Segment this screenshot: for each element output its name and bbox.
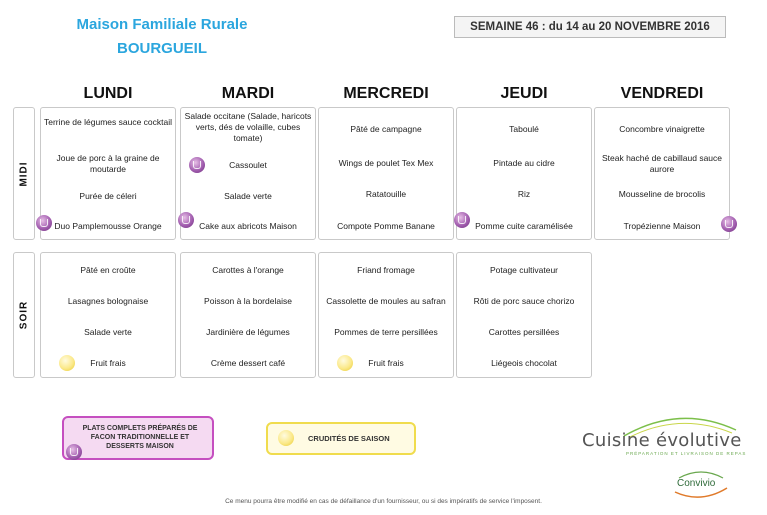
homemade-icon bbox=[189, 157, 205, 173]
legend-homemade bbox=[62, 416, 214, 460]
soir-cell-mardi bbox=[180, 252, 316, 378]
menu-item: Pomme cuite caramélisée bbox=[475, 221, 573, 231]
menu-item: Salade verte bbox=[84, 327, 132, 337]
menu-item: Duo Pamplemousse Orange bbox=[54, 221, 162, 231]
menu-item: Tropézienne Maison bbox=[623, 221, 701, 231]
menu-item: Fruit frais bbox=[90, 358, 126, 368]
soir-label: SOIR bbox=[18, 300, 30, 330]
menu-item: Potage cultivateur bbox=[489, 265, 559, 275]
menu-item: Poisson à la bordelaise bbox=[204, 296, 292, 306]
legend-crudites-text: CRUDITÉS DE SAISON bbox=[308, 434, 390, 443]
day-header-jeudi: JEUDI bbox=[500, 85, 548, 102]
midi-cell-vendredi bbox=[594, 107, 730, 240]
menu-item: Cassoulet bbox=[229, 160, 267, 170]
day-header-lundi: LUNDI bbox=[83, 85, 133, 102]
menu-item: Pâté en croûte bbox=[80, 265, 136, 275]
midi-cell-lundi bbox=[40, 107, 176, 240]
convivio-logo bbox=[671, 470, 731, 500]
menu-item: Concombre vinaigrette bbox=[619, 124, 705, 134]
menu-item: Cassolette de moules au safran bbox=[326, 296, 446, 306]
midi-label-box bbox=[13, 107, 35, 240]
menu-item: Jardinière de légumes bbox=[206, 327, 290, 337]
menu-item: Pommes de terre persillées bbox=[334, 327, 438, 337]
menu-item: Riz bbox=[517, 189, 531, 199]
cuisine-evolutive-logo: Cuisine évolutive bbox=[582, 430, 742, 451]
day-header-mercredi: MERCREDI bbox=[343, 85, 429, 102]
day-header-mardi: MARDI bbox=[221, 85, 275, 102]
midi-cell-mercredi bbox=[318, 107, 454, 240]
homemade-icon bbox=[721, 216, 737, 232]
menu-item: Purée de céleri bbox=[79, 191, 137, 201]
soir-cell-jeudi bbox=[456, 252, 592, 378]
legend-homemade-text: PLATS COMPLETS PRÉPARÉS DE FACON TRADITIONNELLE ET DESSERTS MAISON bbox=[82, 425, 198, 450]
footer-disclaimer: Ce menu pourra être modifié en cas de défaillance d'un fournisseur, ou si des impératifs de service l'imposent. bbox=[225, 498, 542, 505]
midi-cell-mardi bbox=[180, 107, 316, 240]
homemade-icon bbox=[36, 215, 52, 231]
menu-item: Liégeois chocolat bbox=[491, 358, 557, 368]
homemade-icon bbox=[178, 212, 194, 228]
menu-item: Rôti de porc sauce chorizo bbox=[473, 296, 575, 306]
week-label: SEMAINE 46 : du 14 au 20 NOVEMBRE 2016 bbox=[454, 16, 726, 38]
menu-item: Ratatouille bbox=[365, 189, 407, 199]
menu-item: Joue de porc à la graine de moutarde bbox=[56, 153, 160, 174]
crudites-icon bbox=[278, 430, 294, 446]
soir-cell-mercredi bbox=[318, 252, 454, 378]
legend-crudites bbox=[266, 422, 416, 455]
menu-item: Carottes persillées bbox=[488, 327, 560, 337]
crudites-icon bbox=[337, 355, 353, 371]
menu-item: Salade occitane (Salade, haricots verts, dés de volaille, cubes tomate) bbox=[184, 111, 312, 143]
org-name: Maison Familiale Rurale bbox=[76, 16, 248, 33]
convivio-text: Convivio bbox=[677, 478, 716, 489]
day-header-vendredi: VENDREDI bbox=[620, 85, 704, 102]
organization-title bbox=[62, 16, 262, 58]
menu-item: Terrine de légumes sauce cocktail bbox=[43, 117, 173, 127]
menu-item: Cake aux abricots Maison bbox=[199, 221, 297, 231]
soir-label-box bbox=[13, 252, 35, 378]
menu-item: Friand fromage bbox=[357, 265, 415, 275]
menu-item: Mousseline de brocolis bbox=[618, 189, 706, 199]
menu-item: Wings de poulet Tex Mex bbox=[338, 158, 434, 168]
menu-item: Steak haché de cabillaud sauce aurore bbox=[601, 153, 723, 174]
menu-item: Carottes à l'orange bbox=[212, 265, 284, 275]
org-town: BOURGUEIL bbox=[117, 40, 207, 57]
homemade-icon bbox=[66, 444, 82, 460]
menu-item: Taboulé bbox=[509, 124, 539, 134]
menu-item: Pâté de campagne bbox=[350, 124, 422, 134]
menu-item: Pintade au cidre bbox=[493, 158, 555, 168]
midi-cell-jeudi bbox=[456, 107, 592, 240]
menu-item: Fruit frais bbox=[368, 358, 404, 368]
menu-item: Compote Pomme Banane bbox=[337, 221, 435, 231]
menu-item: Crème dessert café bbox=[210, 358, 286, 368]
midi-label: MIDI bbox=[18, 160, 30, 187]
cuisine-tagline: PRÉPARATION ET LIVRAISON DE REPAS bbox=[626, 451, 747, 456]
menu-item: Lasagnes bolognaise bbox=[67, 296, 149, 306]
homemade-icon bbox=[454, 212, 470, 228]
crudites-icon bbox=[59, 355, 75, 371]
soir-cell-lundi bbox=[40, 252, 176, 378]
menu-item: Salade verte bbox=[224, 191, 272, 201]
